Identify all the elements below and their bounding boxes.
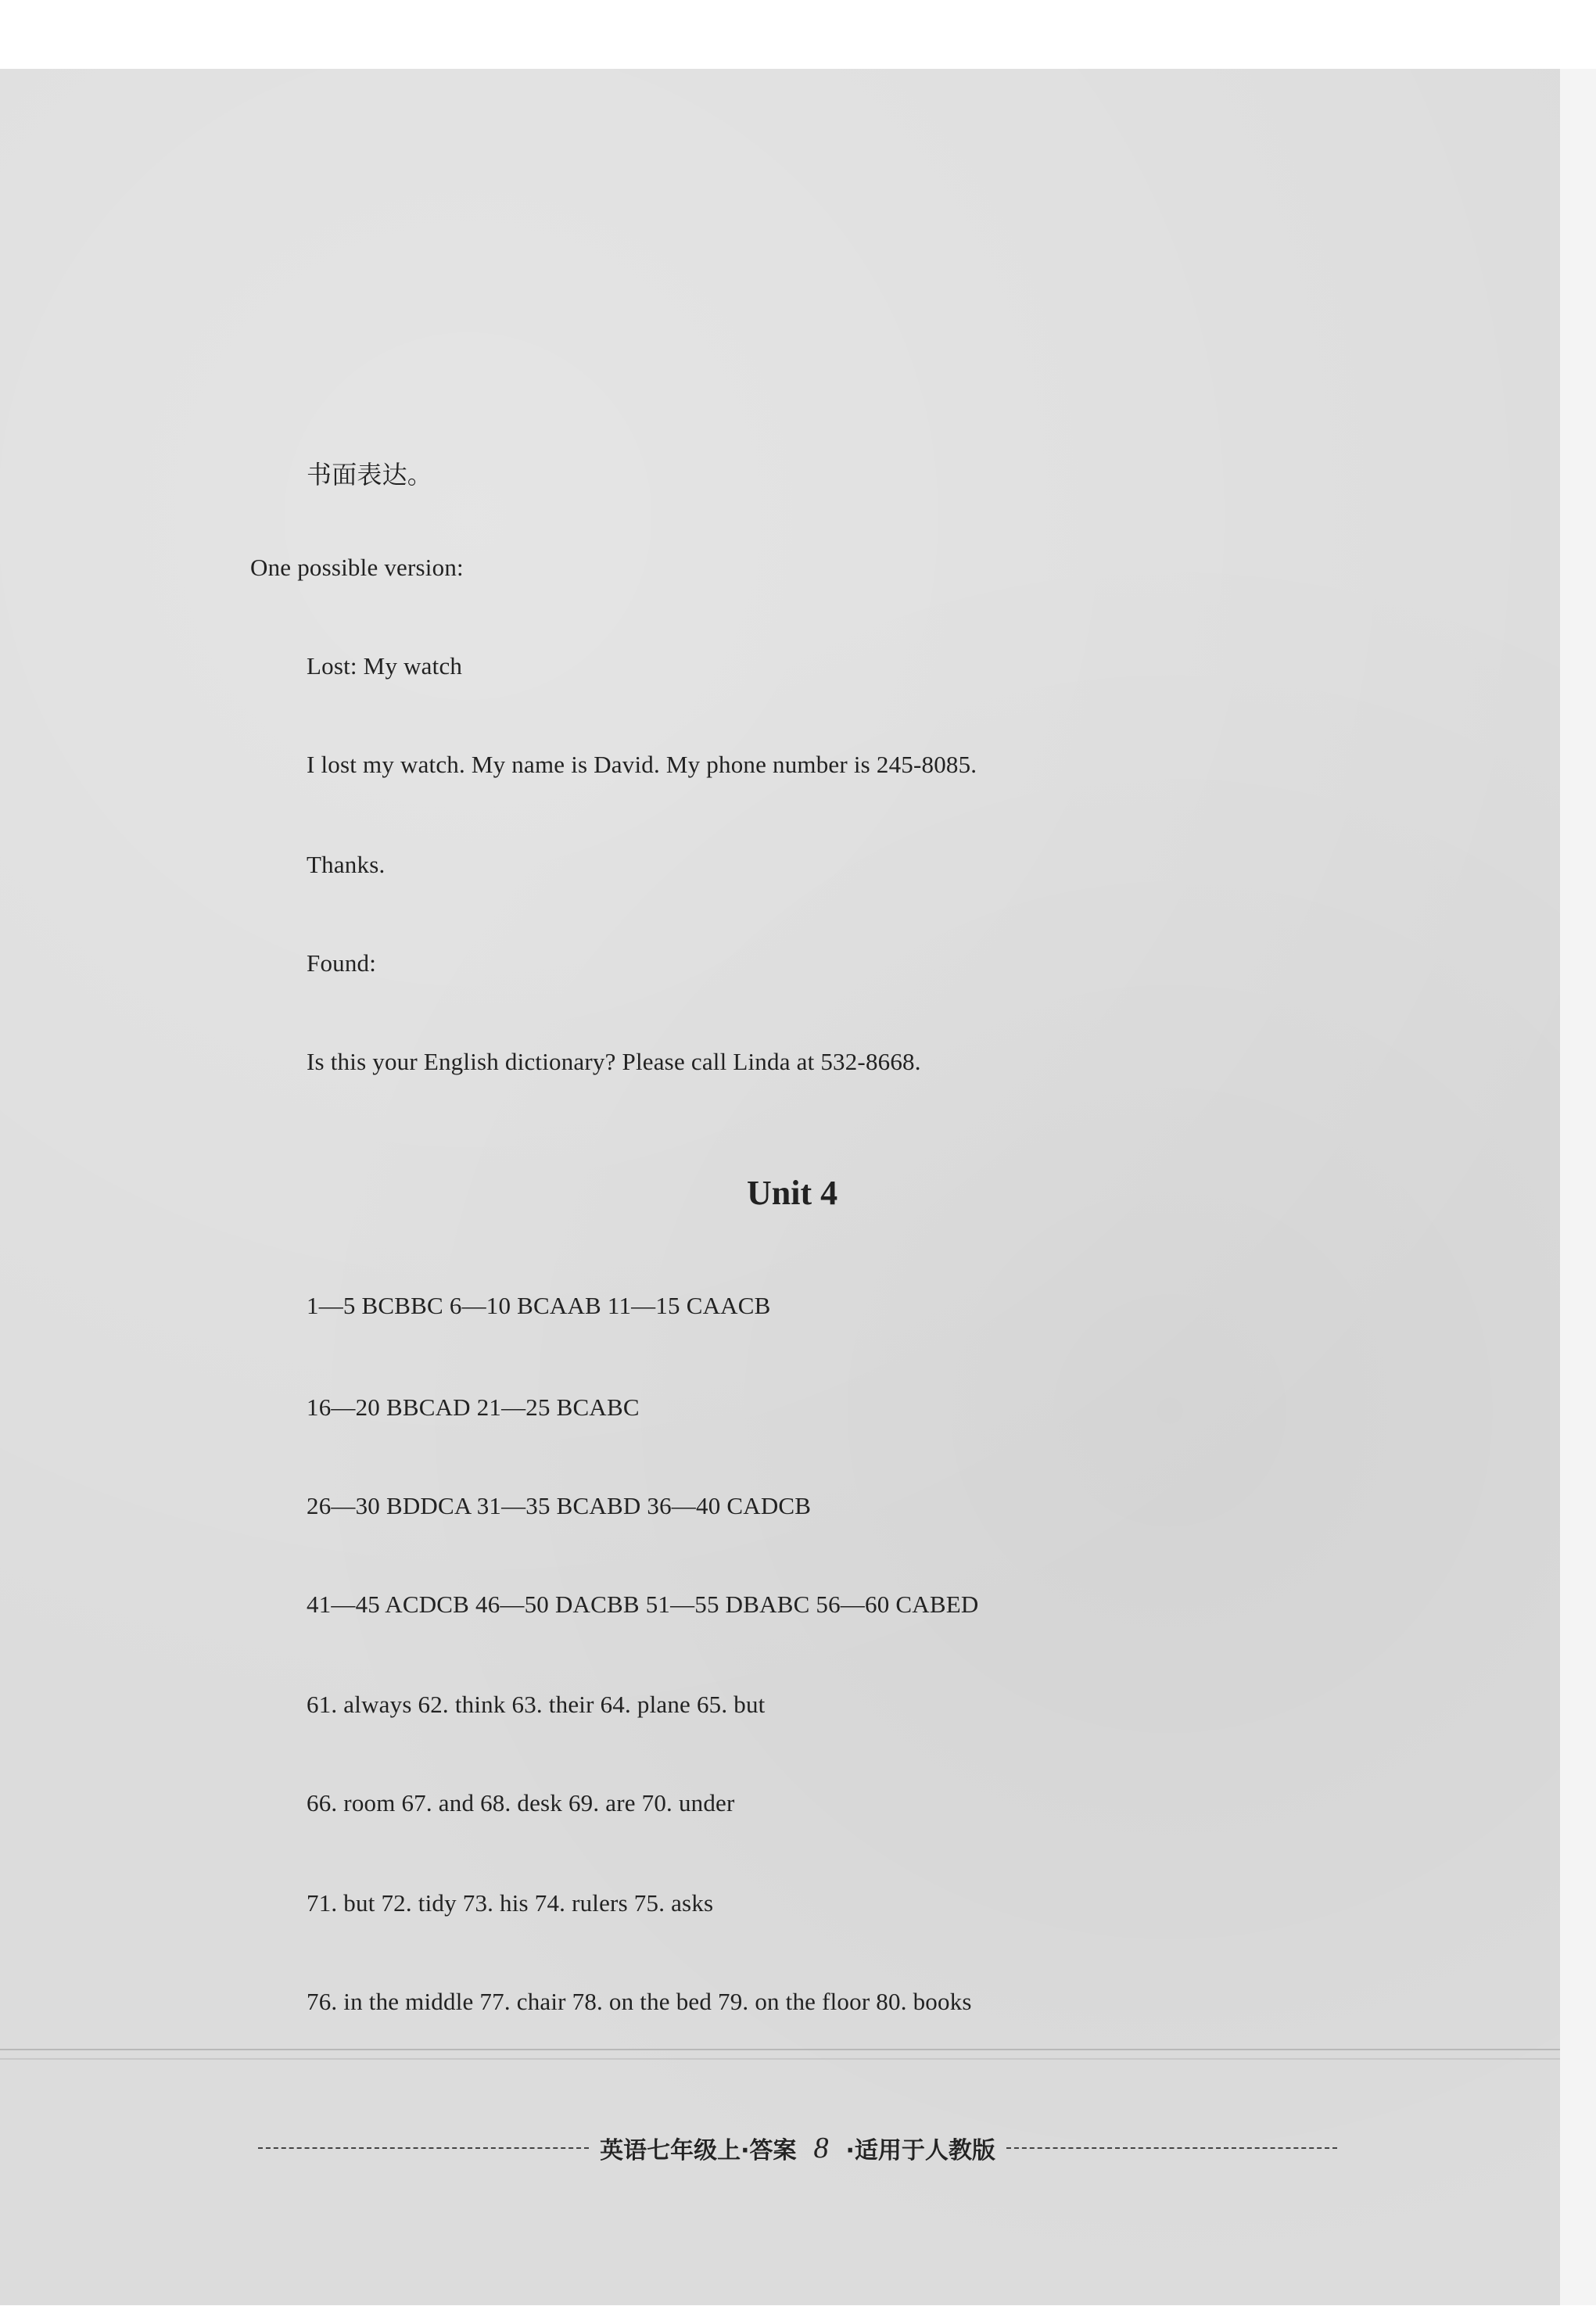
footer-dash-right <box>1006 2147 1337 2149</box>
divider-rule <box>0 2049 1560 2050</box>
thanks-text: Thanks. <box>307 851 386 878</box>
lost-body: I lost my watch. My name is David. My phone number is 245-8085. <box>307 751 977 778</box>
answer-line: 1—5 BCBBC 6—10 BCAAB 11—15 CAACB <box>307 1292 771 1319</box>
footer-edition: ·适用于人教版 <box>845 2137 995 2164</box>
answer-line: 26—30 BDDCA 31—35 BCABD 36—40 CADCB <box>307 1492 812 1519</box>
lost-title: Lost: My watch <box>307 652 463 680</box>
page-number: 8 <box>813 2132 829 2164</box>
writing-heading: 书面表达。 <box>307 460 433 490</box>
answer-line: 71. but 72. tidy 73. his 74. rulers 75. asks <box>307 1889 714 1917</box>
answer-line: 76. in the middle 77. chair 78. on the bed 79. on the floor 80. books <box>307 1988 972 2015</box>
page-edge <box>1560 69 1596 2305</box>
answer-line: 41—45 ACDCB 46—50 DACBB 51—55 DBABC 56—60 CABED <box>307 1591 979 1618</box>
answer-line: 61. always 62. think 63. their 64. plane 65. but <box>307 1691 766 1718</box>
footer-book-title: 英语七年级上·答案 <box>600 2137 797 2164</box>
answer-line: 16—20 BBCAD 21—25 BCABC <box>307 1393 640 1421</box>
footer-dash-left <box>258 2147 589 2149</box>
unit-title: Unit 4 <box>747 1174 838 1212</box>
answer-line: 66. room 67. and 68. desk 69. are 70. under <box>307 1789 735 1817</box>
found-title: Found: <box>307 949 377 977</box>
found-body: Is this your English dictionary? Please call Linda at 532-8668. <box>307 1048 921 1075</box>
page-footer <box>258 2131 1337 2165</box>
writing-intro: One possible version: <box>250 554 464 581</box>
divider-rule <box>0 2058 1560 2060</box>
